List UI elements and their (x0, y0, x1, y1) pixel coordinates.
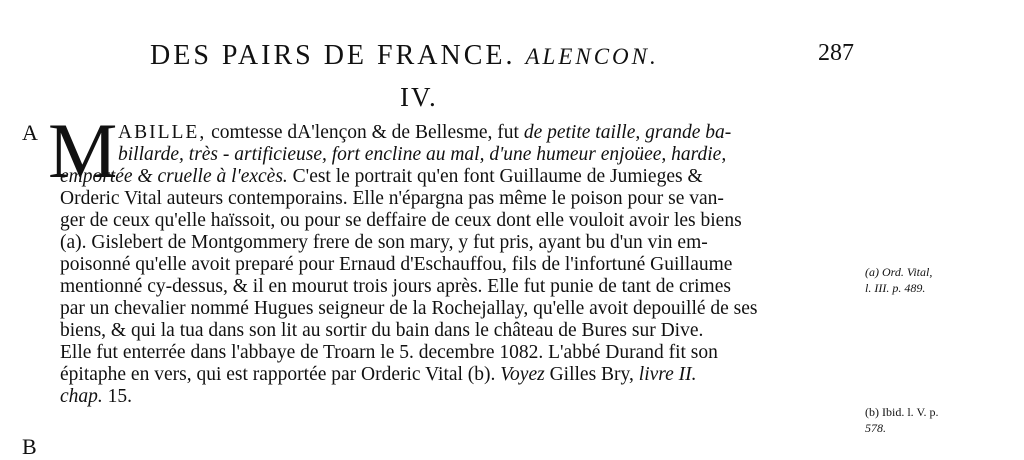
text-line-1 (60, 122, 860, 144)
body-text (60, 122, 860, 408)
line-12-italic-livre: livre II. (638, 364, 697, 385)
line-12-italic-voyez: Voyez (500, 364, 545, 385)
text-line-6: (a). Gislebert de Montgommery frere de son mary, y fut pris, ayant bu d'un vin em- (60, 232, 708, 253)
page-number: 287 (818, 40, 854, 66)
note-a-line-2: l. III. p. 489. (865, 281, 926, 295)
text-line-2: billarde, très - artificieuse, fort encline au mal, d'une humeur enjoüee, hardie, (118, 144, 727, 165)
note-a-line-1: (a) Ord. Vital, (865, 265, 933, 279)
name-caps: ABILLE, (118, 122, 207, 143)
text-line-13 (60, 386, 860, 408)
section-number: IV. (400, 82, 438, 112)
line-3-italic: emportée & cruelle à l'excès. (60, 166, 288, 187)
note-b-line-2: 578. (865, 421, 886, 435)
line-1-italic: de petite taille, grande ba- (523, 122, 732, 143)
text-line-4: Orderic Vital auteurs contemporains. Elle n'épargna pas même le poison pour se van- (60, 188, 724, 209)
note-b-line-1: (b) Ibid. l. V. p. (865, 405, 939, 419)
text-line-3 (60, 166, 860, 188)
margin-letter-a: A (22, 120, 38, 145)
line-13-text: 15. (102, 386, 133, 407)
text-line-7: poisonné qu'elle avoit preparé pour Ernaud d'Eschauffou, fils de l'infortuné Guillaume (60, 254, 733, 275)
drop-cap: M (48, 107, 118, 194)
running-title-main: DES PAIRS DE FRANCE. (150, 40, 516, 71)
margin-letter-b: B (22, 434, 37, 459)
line-1-text: comtesse dA'lençon & de Bellesme, fut (206, 122, 524, 143)
line-13-italic: chap. (60, 386, 103, 407)
margin-note-a (865, 264, 932, 296)
text-line-10: biens, & qui la tua dans son lit au sortir du bain dans le château de Bures sur Dive. (60, 320, 704, 341)
running-header (150, 38, 870, 78)
text-line-11: Elle fut enterrée dans l'abbaye de Troarn le 5. decembre 1082. L'abbé Durand fit son (60, 342, 718, 363)
text-line-5: ger de ceux qu'elle haïssoit, ou pour se deffaire de ceux dont elle vouloit avoir les biens (60, 210, 742, 231)
text-line-8: mentionné cy-dessus, & il en mourut trois jours après. Elle fut punie de tant de crimes (60, 276, 731, 297)
line-3-text: C'est le portrait qu'en font Guillaume de Jumieges & (287, 166, 703, 187)
text-line-9: par un chevalier nommé Hugues seigneur de la Rochejallay, qu'elle avoit depouillé de ses (60, 298, 758, 319)
line-12-text-b: Gilles Bry, (544, 364, 639, 385)
running-title-italic: ALENCON. (525, 44, 659, 69)
margin-note-b (865, 404, 939, 436)
text-line-12 (60, 364, 860, 386)
line-12-text: épitaphe en vers, qui est rapportée par Orderic Vital (b). (60, 364, 501, 385)
running-title (150, 40, 659, 72)
